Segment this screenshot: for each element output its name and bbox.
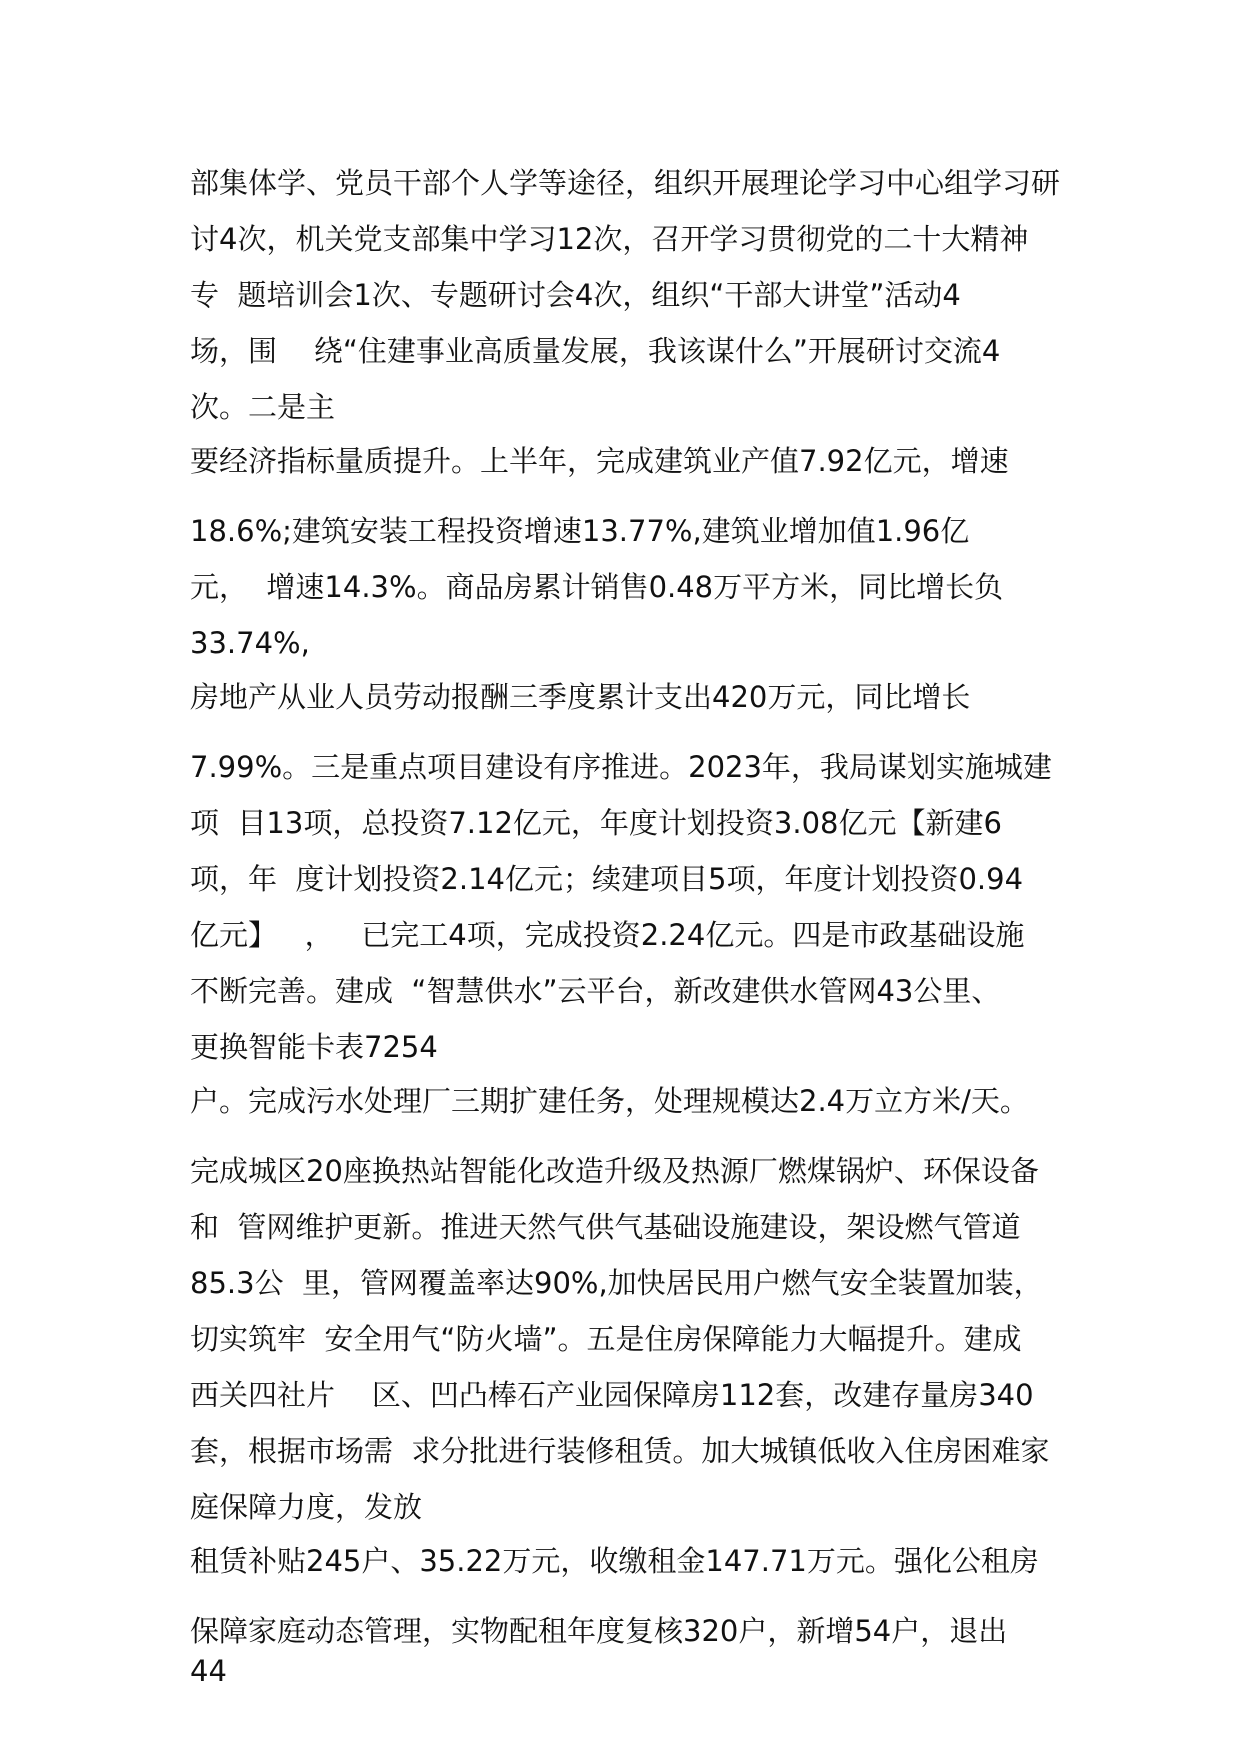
text-line-26: 保障家庭动态管理，实物配租年度复核320户，新增54户，退出 [190, 1614, 1008, 1648]
text-line-9: 33.74%, [190, 626, 310, 660]
text-line-20: 85.3公 里，管网覆盖率达90%,加快居民用户燃气安全装置加装， [190, 1266, 1043, 1300]
text-line-23: 套，根据市场需 求分批进行装修租赁。加大城镇低收入住房困难家 [190, 1434, 1050, 1468]
text-line-15: 不断完善。建成 “智慧供水”云平台，新改建供水管网43公里、 [190, 974, 1001, 1008]
text-line-16: 更换智能卡表7254 [190, 1030, 438, 1064]
text-line-11: 7.99%。三是重点项目建设有序推进。2023年，我局谋划实施城建 [190, 750, 1052, 784]
text-line-3: 专 题培训会1次、专题研讨会4次，组织“干部大讲堂”活动4 [190, 278, 961, 312]
text-line-18: 完成城区20座换热站智能化改造升级及热源厂燃煤锅炉、环保设备 [190, 1154, 1039, 1188]
text-line-21: 切实筑牢 安全用气“防火墙”。五是住房保障能力大幅提升。建成 [190, 1322, 1022, 1356]
text-line-22: 西关四社片 区、凹凸棒石产业园保障房112套，改建存量房340 [190, 1378, 1034, 1412]
text-line-19: 和 管网维护更新。推进天然气供气基础设施建设，架设燃气管道 [190, 1210, 1021, 1244]
text-line-4: 场，围 绕“住建事业高质量发展，我该谋什么”开展研讨交流4 [190, 334, 1001, 368]
text-line-7: 18.6%;建筑安装工程投资增速13.77%,建筑业增加值1.96亿 [190, 514, 970, 548]
text-line-24: 庭保障力度，发放 [190, 1490, 423, 1524]
text-line-13: 项，年 度计划投资2.14亿元；续建项目5项，年度计划投资0.94 [190, 862, 1024, 896]
text-line-1: 部集体学、党员干部个人学等途径，组织开展理论学习中心组学习研 [190, 166, 1061, 200]
text-line-10: 房地产从业人员劳动报酬三季度累计支出420万元，同比增长 [190, 680, 971, 714]
text-line-12: 项 目13项，总投资7.12亿元，年度计划投资3.08亿元【新建6 [190, 806, 1002, 840]
text-line-27: 44 [190, 1654, 227, 1688]
text-line-2: 讨4次，机关党支部集中学习12次，召开学习贯彻党的二十大精神 [190, 222, 1029, 256]
text-line-17: 户。完成污水处理厂三期扩建任务，处理规模达2.4万立方米/天。 [190, 1084, 1029, 1118]
text-line-25: 租赁补贴245户、35.22万元，收缴租金147.71万元。强化公租房 [190, 1544, 1039, 1578]
text-line-14: 亿元】 ， 已完工4项，完成投资2.24亿元。四是市政基础设施 [190, 918, 1025, 952]
text-line-8: 元， 增速14.3%。商品房累计销售0.48万平方米，同比增长负 [190, 570, 1004, 604]
text-line-5: 次。二是主 [190, 390, 336, 424]
text-line-6: 要经济指标量质提升。上半年，完成建筑业产值7.92亿元，增速 [190, 444, 1009, 478]
